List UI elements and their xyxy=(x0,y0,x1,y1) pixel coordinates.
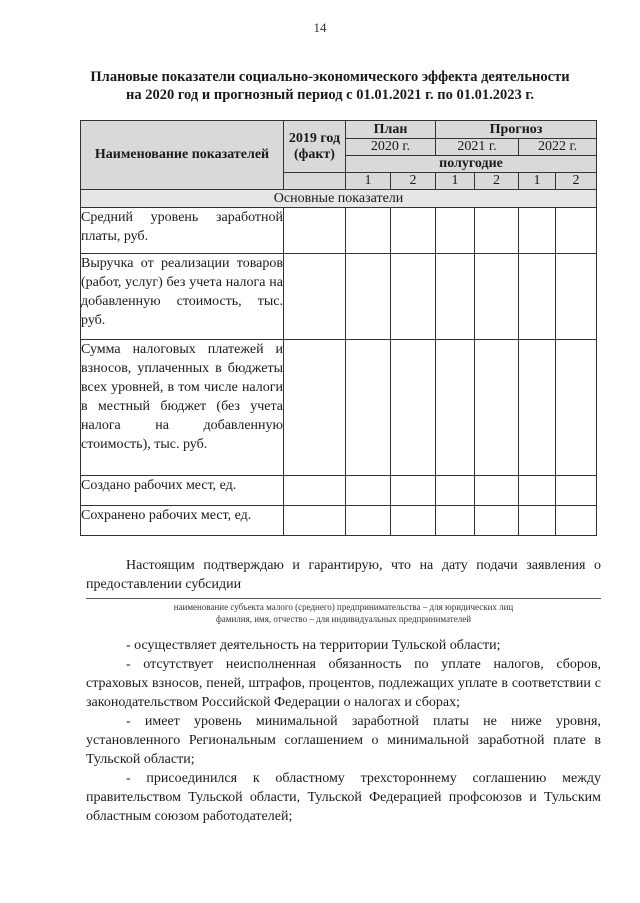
section-title: Основные показатели xyxy=(81,190,597,208)
fill-in-line xyxy=(86,598,601,599)
table-row xyxy=(81,506,597,536)
list-item: - имеет уровень минимальной заработной платы не ниже уровня, установленного Региональным соглашением о минимальной заработной плате в Тульской области; xyxy=(86,714,601,767)
half-header: 1 xyxy=(346,173,391,190)
row-label: Выручка от реализации товаров (работ, услуг) без учета налога на добавленную стоимость, тыс. руб. xyxy=(81,254,284,340)
title-line-2: на 2020 год и прогнозный период с 01.01.2021 г. по 01.01.2023 г. xyxy=(125,87,534,103)
half-header: 1 xyxy=(436,173,475,190)
document-title xyxy=(60,68,600,104)
row-label: Средний уровень заработной платы, руб. xyxy=(81,208,284,254)
field-note-individual: фамилия, имя, отчество – для индивидуальных предпринимателей xyxy=(215,614,472,624)
column-header-2019-empty xyxy=(284,173,346,190)
page-number: 14 xyxy=(313,20,327,35)
year-2022-header: 2022 г. xyxy=(519,139,597,156)
halfyear-header: полугодие xyxy=(346,156,597,173)
list-item: - присоединился к областному трехстороннему соглашению между правительством Тульской области, Тульской Федерацией профсоюзов и Тульским областным союзом работодателей; xyxy=(86,771,601,824)
row-label: Сохранено рабочих мест, ед. xyxy=(81,506,284,536)
indicators-table xyxy=(80,120,597,536)
table-row xyxy=(81,340,597,476)
column-header-plan: План xyxy=(346,121,436,139)
half-header: 2 xyxy=(475,173,519,190)
table-row xyxy=(81,476,597,506)
half-header: 2 xyxy=(556,173,597,190)
title-line-1: Плановые показатели социально-экономического эффекта деятельности xyxy=(90,69,570,85)
confirmation-text: Настоящим подтверждаю и гарантирую, что на дату подачи заявления о предоставлении субсидии xyxy=(86,558,601,592)
field-note-legal: наименование субъекта малого (среднего) предпринимательства – для юридических лиц xyxy=(173,602,514,612)
row-label: Создано рабочих мест, ед. xyxy=(81,476,284,506)
list-item: - осуществляет деятельность на территории Тульской области; xyxy=(126,638,501,653)
table-row xyxy=(81,208,597,254)
column-header-2019: 2019 год (факт) xyxy=(284,121,346,173)
year-2020-header: 2020 г. xyxy=(346,139,436,156)
row-label: Сумма налоговых платежей и взносов, уплаченных в бюджеты всех уровней, в том числе налоги в местный бюджет (без учета налога на добавленную стоимость), тыс. руб. xyxy=(81,340,284,476)
half-header: 1 xyxy=(519,173,556,190)
year-2021-header: 2021 г. xyxy=(436,139,519,156)
column-header-forecast: Прогноз xyxy=(436,121,597,139)
column-header-name: Наименование показателей xyxy=(81,121,284,190)
half-header: 2 xyxy=(391,173,436,190)
list-item: - отсутствует неисполненная обязанность по уплате налогов, сборов, страховых взносов, пеней, штрафов, процентов, подлежащих уплате в соответствии с законодательством Российской Федерации о налогах и сборах; xyxy=(86,657,601,710)
table-row xyxy=(81,254,597,340)
